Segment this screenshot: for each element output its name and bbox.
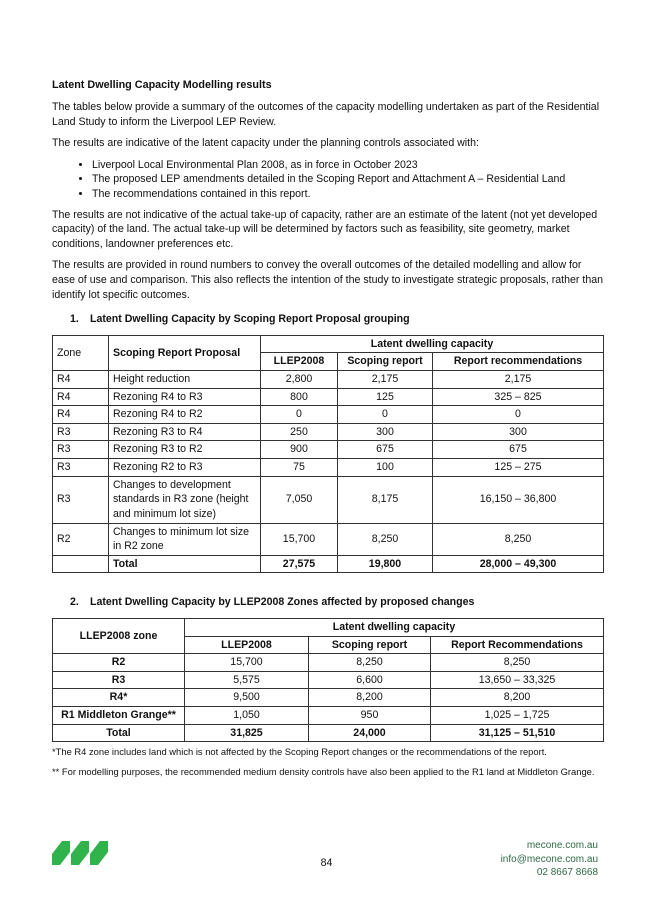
- table-row: [53, 406, 604, 424]
- recommendations-cell: 13,650 – 33,325: [431, 671, 604, 689]
- recommendations-cell: 1,025 – 1,725: [431, 707, 604, 725]
- recommendations-cell: 8,200: [431, 689, 604, 707]
- proposal-cell: Changes to minimum lot size in R2 zone: [109, 523, 261, 555]
- phone-number: 02 8667 8668: [536, 867, 598, 878]
- header-scoping-report: Scoping report: [309, 636, 431, 654]
- llep2008-cell: 5,575: [185, 671, 309, 689]
- table1-number: 1.: [70, 313, 79, 326]
- zone-cell: R3: [53, 441, 109, 459]
- scoping-cell: 300: [338, 423, 433, 441]
- zone-cell: R4*: [53, 689, 185, 707]
- header-latent-capacity: Latent dwelling capacity: [185, 618, 604, 636]
- website-link[interactable]: mecone.com.au: [526, 840, 598, 851]
- proposal-cell: Height reduction: [109, 371, 261, 389]
- intro-paragraph: The tables below provide a summary of the outcomes of the capacity modelling undertaken as part of the Residential Land Study to inform the Liverpool LEP Review.: [52, 100, 600, 128]
- llep2008-cell: 800: [261, 388, 338, 406]
- header-llep2008: LLEP2008: [261, 353, 338, 371]
- proposal-cell: Rezoning R2 to R3: [109, 459, 261, 477]
- list-item: • The proposed LEP amendments detailed in the Scoping Report and Attachment A – Residential Land: [92, 172, 604, 187]
- llep2008-cell: 7,050: [261, 476, 338, 523]
- scoping-cell: 2,175: [338, 371, 433, 389]
- table-row: [53, 371, 604, 389]
- table-row: [53, 423, 604, 441]
- recommendations-cell: 300: [433, 423, 604, 441]
- list-item: • The recommendations contained in this report.: [92, 187, 604, 202]
- not-indicative-paragraph: The results are not indicative of the actual take-up of capacity, rather are an estimate of the latent (not yet developed capacity) of the land. The actual take-up will be determined by factors such as feasibility, site geometry, market conditions, landowner preferences etc.: [52, 208, 598, 250]
- llep2008-cell: 75: [261, 459, 338, 477]
- header-llep2008-zone: LLEP2008 zone: [53, 618, 185, 653]
- table2-body: [53, 654, 604, 724]
- header-latent-capacity: Latent dwelling capacity: [261, 335, 604, 353]
- scoping-cell: 125: [338, 388, 433, 406]
- zone-cell: R4: [53, 406, 109, 424]
- proposal-cell: Rezoning R4 to R2: [109, 406, 261, 424]
- total-recommendations: 31,125 – 51,510: [431, 724, 604, 742]
- llep2008-cell: 2,800: [261, 371, 338, 389]
- llep2008-cell: 9,500: [185, 689, 309, 707]
- total-blank-cell: [53, 555, 109, 573]
- total-label: Total: [109, 555, 261, 573]
- table1-title: [70, 312, 604, 327]
- table-row: [53, 388, 604, 406]
- recommendations-cell: 675: [433, 441, 604, 459]
- table-row: [53, 671, 604, 689]
- llep2008-cell: 15,700: [261, 523, 338, 555]
- header-report-recommendations: Report Recommendations: [431, 636, 604, 654]
- table2-total-row: [53, 724, 604, 742]
- table-row: [53, 707, 604, 725]
- zone-cell: R4: [53, 388, 109, 406]
- scoping-cell: 0: [338, 406, 433, 424]
- table-row: [53, 523, 604, 555]
- zone-cell: R3: [53, 476, 109, 523]
- recommendations-cell: 8,250: [433, 523, 604, 555]
- recommendations-cell: 8,250: [431, 654, 604, 672]
- zone-cell: R3: [53, 459, 109, 477]
- header-zone: Zone: [53, 335, 109, 370]
- recommendations-cell: 0: [433, 406, 604, 424]
- table-row: [53, 441, 604, 459]
- list-item: • Liverpool Local Environmental Plan 2008, as in force in October 2023: [92, 158, 604, 173]
- table-zones-affected: [52, 618, 604, 742]
- proposal-cell: Rezoning R3 to R2: [109, 441, 261, 459]
- zone-cell: R3: [53, 423, 109, 441]
- zone-cell: R1 Middleton Grange**: [53, 707, 185, 725]
- total-recommendations: 28,000 – 49,300: [433, 555, 604, 573]
- total-scoping: 24,000: [309, 724, 431, 742]
- footnote-r4: *The R4 zone includes land which is not affected by the Scoping Report changes or the recommendations of the report.: [52, 746, 547, 758]
- table1-body: [53, 371, 604, 556]
- recommendations-cell: 325 – 825: [433, 388, 604, 406]
- total-label: Total: [53, 724, 185, 742]
- total-llep2008: 31,825: [185, 724, 309, 742]
- zone-cell: R3: [53, 671, 185, 689]
- table-row: [53, 689, 604, 707]
- document-page: [52, 78, 604, 784]
- llep2008-cell: 0: [261, 406, 338, 424]
- table2-number: 2.: [70, 596, 79, 609]
- llep2008-cell: 900: [261, 441, 338, 459]
- email-link[interactable]: info@mecone.com.au: [500, 853, 598, 865]
- scoping-cell: 8,250: [309, 654, 431, 672]
- zone-cell: R2: [53, 654, 185, 672]
- header-llep2008: LLEP2008: [185, 636, 309, 654]
- footnote-r1: ** For modelling purposes, the recommended medium density controls have also been applied to the R1 land at Middleton Grange.: [52, 765, 595, 777]
- table-proposal-grouping: [52, 335, 604, 574]
- indicative-paragraph: The results are indicative of the latent capacity under the planning controls associated with:: [52, 137, 479, 150]
- proposal-cell: Rezoning R3 to R4: [109, 423, 261, 441]
- table-row: [53, 476, 604, 523]
- llep2008-cell: 250: [261, 423, 338, 441]
- scoping-cell: 100: [338, 459, 433, 477]
- proposal-cell: Changes to development standards in R3 zone (height and minimum lot size): [109, 476, 261, 523]
- table-row: [53, 654, 604, 672]
- table2-title-text: Latent Dwelling Capacity by LLEP2008 Zones affected by proposed changes: [90, 596, 475, 609]
- table-row: [53, 459, 604, 477]
- controls-list: [52, 158, 604, 202]
- total-llep2008: 27,575: [261, 555, 338, 573]
- table1-title-text: Latent Dwelling Capacity by Scoping Report Proposal grouping: [90, 313, 410, 326]
- header-report-recommendations: Report recommendations: [433, 353, 604, 371]
- proposal-cell: Rezoning R4 to R3: [109, 388, 261, 406]
- page-heading: Latent Dwelling Capacity Modelling results: [52, 79, 272, 91]
- table1-total-row: [53, 555, 604, 573]
- page-number: 84: [320, 857, 333, 869]
- scoping-cell: 8,200: [309, 689, 431, 707]
- zone-cell: R4: [53, 371, 109, 389]
- contact-block: [501, 839, 598, 880]
- header-proposal: Scoping Report Proposal: [109, 335, 261, 370]
- llep2008-cell: 1,050: [185, 707, 309, 725]
- total-scoping: 19,800: [338, 555, 433, 573]
- scoping-cell: 675: [338, 441, 433, 459]
- round-numbers-paragraph: The results are provided in round numbers to convey the overall outcomes of the detailed modelling and allow for ease of use and comparison. This also reflects the intention of the study to investigate strategic proposals, rather than identify lot specific outcomes.: [52, 259, 603, 301]
- scoping-cell: 8,250: [338, 523, 433, 555]
- scoping-cell: 6,600: [309, 671, 431, 689]
- header-scoping-report: Scoping report: [338, 353, 433, 371]
- table2-title: [70, 595, 604, 610]
- zone-cell: R2: [53, 523, 109, 555]
- recommendations-cell: 2,175: [433, 371, 604, 389]
- recommendations-cell: 125 – 275: [433, 459, 604, 477]
- scoping-cell: 950: [309, 707, 431, 725]
- recommendations-cell: 16,150 – 36,800: [433, 476, 604, 523]
- scoping-cell: 8,175: [338, 476, 433, 523]
- llep2008-cell: 15,700: [185, 654, 309, 672]
